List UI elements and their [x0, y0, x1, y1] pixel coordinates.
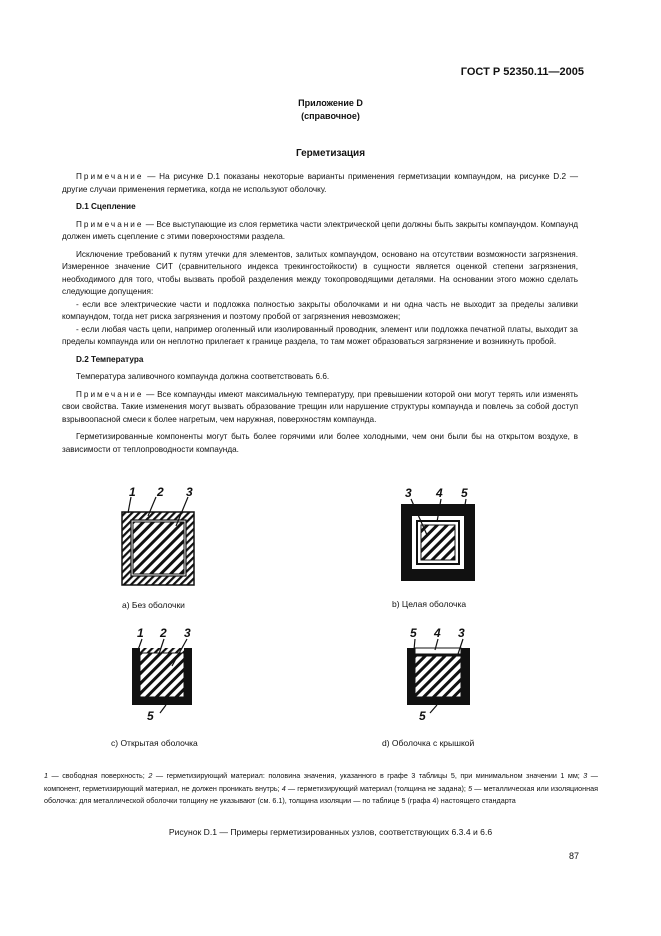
note-label: Примечание: [76, 219, 144, 229]
d1-paragraph: Исключение требований к путям утечки для элементов, залитых компаундом, основано на отсутствии возможности загрязнения. Измеренное значение СИТ (сравнительного индекса трекингостойкости) в сущности является оценкой степени загрязнения, необходимого для того, чтобы вызвать пробой разделения между токопроводящими деталями. На основании этого можно сделать следующие допущения:: [62, 249, 578, 296]
figure-a-label-3: 3: [186, 485, 193, 499]
figure-c-label-1: 1: [137, 626, 144, 640]
figure-a-label-1: 1: [129, 485, 136, 499]
section-title: Герметизация: [295, 148, 366, 159]
d2-heading: D.2 Температура: [76, 354, 144, 364]
figure-a-drawing: [122, 497, 194, 585]
figure-b-caption: b) Целая оболочка: [392, 599, 467, 609]
d2-paragraph-1: Температура заливочного компаунда должна соответствовать 6.6.: [76, 372, 330, 381]
appendix-title: Приложение D: [298, 98, 363, 108]
d1-heading: D.1 Сцепление: [76, 202, 136, 211]
figure-d-caption: d) Оболочка с крышкой: [382, 738, 475, 748]
figure-a-caption: а) Без оболочки: [122, 600, 185, 610]
figure-c-caption: с) Открытая оболочка: [111, 738, 198, 748]
d2-note: Примечание — Все компаунды имеют максимальную температуру, при превышении которой они могут терять или изменять свои свойства. Такие изменения могут вызвать образование трещин или нарушение структуры компаунда и повлечь за собой доступ взрывоопасной смеси к более нагретым, чем наружная, поверхностям компаунда.: [62, 389, 578, 424]
figure-d-drawing: [407, 639, 470, 713]
note-intro: Примечание — На рисунке D.1 показаны некоторые варианты применения герметизации компаундом, на рисунке D.2 — другие случаи применения герметика, когда не используют оболочку.: [62, 172, 579, 194]
standard-designation: ГОСТ Р 52350.11—2005: [460, 66, 584, 78]
figure-b-label-4: 4: [436, 486, 443, 500]
d1-bullet-1: - если все электрические части и подложка полностью закрыты оболочками и ни одна часть не выходит за пределы заливки компаундом, тогда нет риска загрязнения и поэтому пробой от загрязнения невозможен;: [62, 299, 578, 321]
note-label: Примечание: [76, 172, 144, 181]
d1-bullet-2: - если любая часть цепи, например оголенный или изолированный проводник, элемент или подложка печатной платы, выходит за пределы компаунда или он неплотно прилегает к границе раздела, то там может образоваться загрязнение и возникнуть пробой.: [62, 324, 578, 346]
d1-note: Примечание — Все выступающие из слоя герметика части электрической цепи должны быть закрыты компаундом. Компаунд должен иметь сцепление с этими поверхностями раздела.: [62, 219, 578, 241]
figure-c-label-3: 3: [184, 626, 191, 640]
figure-c-label-2: 2: [160, 626, 167, 640]
figure-b-drawing: [401, 499, 475, 581]
figure-caption: Рисунок D.1 — Примеры герметизированных узлов, соответствующих 6.3.4 и 6.6: [168, 827, 493, 837]
figure-b-label-3: 3: [405, 486, 412, 500]
note-label: Примечание: [76, 389, 144, 399]
figure-d-label-3: 3: [458, 626, 465, 640]
figure-c-drawing: [132, 639, 192, 713]
figure-a-label-2: 2: [157, 485, 164, 499]
figure-d-label-4: 4: [434, 626, 441, 640]
appendix-subtitle: (справочное): [301, 111, 360, 121]
page-number: 87: [568, 851, 579, 861]
figure-d-label-5-bottom: 5: [419, 709, 426, 723]
figure-d-label-5: 5: [410, 626, 417, 640]
d2-paragraph-2: Герметизированные компоненты могут быть более горячими или более холодными, чем они были бы на открытом воздухе, в зависимости от теплопроводности компаунда.: [62, 432, 578, 454]
figure-c-label-5: 5: [147, 709, 154, 723]
figure-b-label-5: 5: [461, 486, 468, 500]
figure-legend: 1 — свободная поверхность; 2 — герметизирующий материал: половина значения, указанного в графе 3 таблицы 5, при минимальном значении 1 мм; 3 — компонент, герметизирующий материал, не должен проникать внутрь; 4 — герметизирующий материал (толщина не задана); 5 — металлическая или изоляционная оболочка: для металлической оболочки толщину не указывают (см. 6.1), толщина изоляции — по таблице 5 (графа 4) настоящего стандарта: [44, 771, 598, 805]
